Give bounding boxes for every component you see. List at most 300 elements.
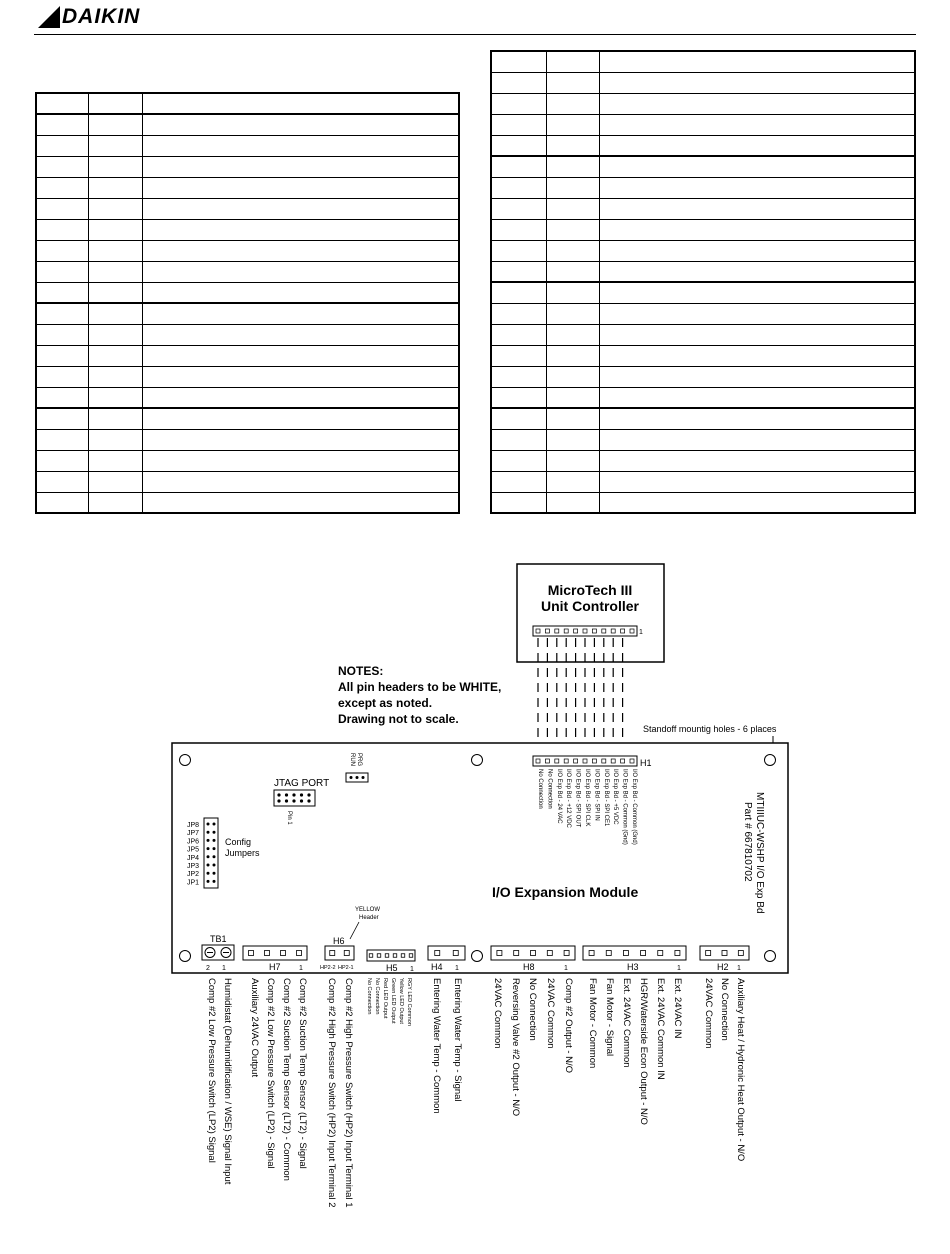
table-cell bbox=[546, 408, 599, 429]
h4-pin-label: Entering Water Temp - Common bbox=[431, 978, 442, 1114]
table-cell bbox=[599, 177, 915, 198]
table-cell bbox=[491, 177, 546, 198]
table-cell bbox=[36, 492, 88, 513]
table-cell bbox=[36, 408, 88, 429]
h1-pin-label: I/O Exp Bd - SPI CLK bbox=[584, 769, 590, 827]
table-cell bbox=[36, 177, 88, 198]
h3-pin-label: Fan Motor - Signal bbox=[604, 978, 615, 1057]
table-cell bbox=[491, 261, 546, 282]
h1-pin bbox=[611, 759, 615, 763]
table-cell bbox=[88, 345, 142, 366]
table-cell bbox=[491, 114, 546, 135]
table-cell bbox=[546, 177, 599, 198]
table-cell bbox=[36, 93, 88, 114]
table-cell bbox=[142, 429, 459, 450]
jumper-pin bbox=[213, 880, 216, 883]
h1-pin bbox=[536, 759, 540, 763]
jtag-pin bbox=[300, 793, 303, 796]
table-cell bbox=[36, 282, 88, 303]
table-cell bbox=[36, 240, 88, 261]
jumper-pin bbox=[207, 872, 210, 875]
h1-pin-label: I/O Exp Bd - +12 VDC bbox=[565, 769, 572, 828]
table-row bbox=[36, 114, 459, 135]
h7-pin bbox=[281, 951, 286, 956]
controller-title-1: MicroTech III bbox=[547, 582, 633, 598]
h3-pin bbox=[606, 951, 611, 956]
h8-pin-label: 24VAC Common bbox=[492, 978, 503, 1049]
table-cell bbox=[546, 51, 599, 72]
h3-name: H3 bbox=[627, 962, 639, 972]
h5-header bbox=[367, 950, 415, 961]
mounting-hole bbox=[765, 755, 776, 766]
table-cell bbox=[142, 261, 459, 282]
daikin-triangle-icon bbox=[34, 6, 60, 28]
h1-pin bbox=[602, 759, 606, 763]
table-cell bbox=[546, 450, 599, 471]
controller-pin bbox=[630, 629, 634, 633]
table-row bbox=[36, 366, 459, 387]
mounting-hole bbox=[472, 951, 483, 962]
table-cell bbox=[491, 303, 546, 324]
h4-pin bbox=[453, 951, 458, 956]
notes-line-3: except as noted. bbox=[338, 696, 433, 710]
wiring-diagram bbox=[0, 540, 950, 1254]
right-table-body bbox=[491, 51, 915, 513]
h7-name: H7 bbox=[269, 962, 281, 972]
jtag-pin1-label: Pin 1 bbox=[286, 811, 292, 825]
tb1-name: TB1 bbox=[210, 934, 227, 944]
table-cell bbox=[546, 261, 599, 282]
table-cell bbox=[546, 366, 599, 387]
h8-pin bbox=[564, 951, 569, 956]
table-cell bbox=[88, 93, 142, 114]
table-cell bbox=[88, 450, 142, 471]
table-cell bbox=[88, 324, 142, 345]
h3-pin bbox=[675, 951, 680, 956]
table-cell bbox=[88, 366, 142, 387]
table-cell bbox=[88, 177, 142, 198]
jtag-pin bbox=[277, 793, 280, 796]
table-cell bbox=[546, 198, 599, 219]
h5-pin-label: Yellow LED Output bbox=[398, 978, 404, 1024]
table-cell bbox=[546, 219, 599, 240]
h1-pin-label: I/O Exp Bd - SPI OUT bbox=[574, 769, 581, 828]
table-row bbox=[491, 492, 915, 513]
h5-pin-num: 1 bbox=[410, 966, 414, 973]
table-cell bbox=[599, 303, 915, 324]
table-cell bbox=[599, 261, 915, 282]
h1-pin-label: I/O Exp Bd - Common (Gnd) bbox=[631, 769, 637, 845]
table-row bbox=[36, 135, 459, 156]
h5-pin-label: Green LED Output bbox=[390, 978, 396, 1024]
jumper-label: JP7 bbox=[187, 830, 200, 838]
jtag-label: JTAG PORT bbox=[274, 778, 330, 789]
table-cell bbox=[88, 198, 142, 219]
h8-pin bbox=[547, 951, 552, 956]
table-cell bbox=[546, 471, 599, 492]
table-cell bbox=[491, 72, 546, 93]
table-cell bbox=[36, 261, 88, 282]
table-row bbox=[491, 471, 915, 492]
h7-pin-num: 1 bbox=[299, 965, 303, 972]
h6-note-2: Header bbox=[359, 915, 379, 921]
table-row bbox=[36, 492, 459, 513]
h1-pin bbox=[574, 759, 578, 763]
table-row bbox=[36, 198, 459, 219]
jtag-pin bbox=[307, 799, 310, 802]
h7-pin-label: Comp #2 Suction Temp Sensor (LT2) - Common bbox=[281, 978, 292, 1181]
table-cell bbox=[491, 219, 546, 240]
jumper-label: JP2 bbox=[187, 871, 200, 879]
jumper-pin bbox=[207, 855, 210, 858]
table-cell bbox=[599, 429, 915, 450]
table-cell bbox=[599, 387, 915, 408]
table-cell bbox=[599, 282, 915, 303]
jumper-pin bbox=[207, 831, 210, 834]
table-cell bbox=[491, 366, 546, 387]
table-cell bbox=[142, 450, 459, 471]
table-cell bbox=[599, 72, 915, 93]
table-row bbox=[491, 261, 915, 282]
table-row bbox=[36, 450, 459, 471]
table-cell bbox=[546, 282, 599, 303]
table-cell bbox=[36, 114, 88, 135]
h4-pin-label: Entering Water Temp - Signal bbox=[452, 978, 463, 1102]
h5-pin bbox=[369, 954, 373, 958]
table-row bbox=[491, 93, 915, 114]
table-cell bbox=[36, 471, 88, 492]
table-cell bbox=[546, 156, 599, 177]
tb1-pin-label: Comp #2 Low Pressure Switch (LP2) Signal bbox=[206, 978, 217, 1163]
jtag-pin bbox=[285, 793, 288, 796]
table-row bbox=[491, 156, 915, 177]
table-cell bbox=[142, 114, 459, 135]
h5-pin-label: Red LED Output bbox=[382, 978, 388, 1019]
table-row bbox=[36, 429, 459, 450]
h1-pin-label: No Connection bbox=[546, 769, 553, 809]
table-cell bbox=[599, 408, 915, 429]
h5-pin-label: No Connection bbox=[366, 978, 372, 1015]
table-cell bbox=[36, 135, 88, 156]
h3-pin bbox=[641, 951, 646, 956]
config-caption-1: Config bbox=[225, 837, 252, 847]
h6-pin-label: Comp #2 High Pressure Switch (HP2) Input Terminal 1 bbox=[343, 978, 354, 1208]
part-label-2: Part # 667810702 bbox=[742, 802, 753, 882]
table-cell bbox=[88, 492, 142, 513]
jumper-label: JP1 bbox=[187, 879, 200, 887]
h3-pin bbox=[623, 951, 628, 956]
table-cell bbox=[599, 156, 915, 177]
table-cell bbox=[142, 177, 459, 198]
h6-pin bbox=[344, 951, 349, 956]
bottom-header-labels bbox=[206, 978, 746, 1208]
h3-pin-label: Ext. 24VAC Common bbox=[621, 978, 632, 1068]
table-cell bbox=[36, 303, 88, 324]
table-row bbox=[491, 114, 915, 135]
controller-pin bbox=[564, 629, 568, 633]
h3-pin-num: 1 bbox=[677, 965, 681, 972]
table-cell bbox=[88, 387, 142, 408]
table-cell bbox=[599, 114, 915, 135]
table-cell bbox=[546, 135, 599, 156]
h5-pin-label: No Connection bbox=[374, 978, 380, 1015]
jumper-pin bbox=[207, 880, 210, 883]
table-row bbox=[491, 198, 915, 219]
table-row bbox=[36, 177, 459, 198]
table-row bbox=[36, 345, 459, 366]
table-row bbox=[491, 282, 915, 303]
h3-header bbox=[583, 946, 686, 960]
table-cell bbox=[546, 324, 599, 345]
table-cell bbox=[142, 282, 459, 303]
h6-pin-2: HP2-2 bbox=[320, 965, 336, 971]
table-cell bbox=[88, 240, 142, 261]
h8-pin bbox=[531, 951, 536, 956]
table-cell bbox=[599, 471, 915, 492]
tb1-pin-2: 2 bbox=[206, 965, 210, 972]
h5-pin bbox=[409, 954, 413, 958]
h7-pin bbox=[297, 951, 302, 956]
table-cell bbox=[142, 93, 459, 114]
h5-pin bbox=[385, 954, 389, 958]
daikin-logo bbox=[34, 5, 140, 29]
h5-pin bbox=[401, 954, 405, 958]
table-cell bbox=[599, 345, 915, 366]
table-cell bbox=[491, 471, 546, 492]
h3-pin bbox=[589, 951, 594, 956]
h1-pin-label: I/O Exp Bd - SPI CE1 bbox=[602, 769, 609, 827]
table-row bbox=[36, 93, 459, 114]
h1-pin-label: I/O Exp Bd - SPI IN bbox=[593, 769, 600, 821]
module-board bbox=[172, 743, 788, 973]
notes-line-2: All pin headers to be WHITE, bbox=[338, 680, 502, 694]
h8-pin-label: Comp #2 Output - N/O bbox=[563, 978, 574, 1074]
table-cell bbox=[142, 471, 459, 492]
h2-pin bbox=[706, 951, 711, 956]
jtag-pin bbox=[307, 793, 310, 796]
table-cell bbox=[491, 408, 546, 429]
table-cell bbox=[599, 219, 915, 240]
table-cell bbox=[142, 240, 459, 261]
table-cell bbox=[546, 93, 599, 114]
table-cell bbox=[546, 387, 599, 408]
table-cell bbox=[491, 387, 546, 408]
table-cell bbox=[88, 471, 142, 492]
jumper-label: JP4 bbox=[187, 854, 200, 862]
table-row bbox=[36, 408, 459, 429]
h2-name: H2 bbox=[717, 962, 729, 972]
table-cell bbox=[88, 282, 142, 303]
table-cell bbox=[599, 135, 915, 156]
table-row bbox=[36, 303, 459, 324]
jumper-pin bbox=[213, 839, 216, 842]
table-cell bbox=[36, 156, 88, 177]
run-label: RUN bbox=[349, 753, 355, 766]
table-cell bbox=[599, 324, 915, 345]
table-cell bbox=[88, 114, 142, 135]
table-cell bbox=[491, 492, 546, 513]
table-row bbox=[491, 51, 915, 72]
config-jumper-block bbox=[204, 818, 218, 888]
table-cell bbox=[142, 492, 459, 513]
h3-pin-label: Fan Motor - Common bbox=[587, 978, 598, 1069]
h4-pin-num: 1 bbox=[455, 965, 459, 972]
table-cell bbox=[88, 135, 142, 156]
jumper-label: JP6 bbox=[187, 838, 200, 846]
h6-name: H6 bbox=[333, 936, 345, 946]
table-cell bbox=[491, 429, 546, 450]
h8-name: H8 bbox=[523, 962, 535, 972]
controller-pin1-marker: 1 bbox=[639, 629, 643, 636]
h1-pin bbox=[592, 759, 596, 763]
h1-pin-label: I/O Exp Bd - +5 VDC bbox=[612, 769, 619, 825]
table-cell bbox=[491, 282, 546, 303]
controller-pin bbox=[536, 629, 540, 633]
table-row bbox=[491, 345, 915, 366]
h1-name: H1 bbox=[640, 758, 652, 768]
jtag-pin bbox=[300, 799, 303, 802]
table-row bbox=[36, 240, 459, 261]
h7-pin bbox=[249, 951, 254, 956]
table-row bbox=[491, 219, 915, 240]
controller-pin bbox=[545, 629, 549, 633]
h1-pin-label: No Connection bbox=[537, 769, 543, 809]
jumper-pin bbox=[207, 839, 210, 842]
jumper-label: JP3 bbox=[187, 863, 200, 870]
mounting-hole bbox=[180, 951, 191, 962]
table-cell bbox=[88, 261, 142, 282]
table-cell bbox=[546, 114, 599, 135]
table-cell bbox=[491, 135, 546, 156]
table-row bbox=[491, 387, 915, 408]
controller-pin bbox=[574, 629, 578, 633]
table-cell bbox=[491, 198, 546, 219]
table-row bbox=[36, 261, 459, 282]
h2-pin-label: 24VAC Common bbox=[703, 978, 714, 1049]
table-cell bbox=[491, 345, 546, 366]
table-cell bbox=[36, 450, 88, 471]
jumper-pin bbox=[213, 831, 216, 834]
h3-pin bbox=[658, 951, 663, 956]
table-cell bbox=[546, 345, 599, 366]
table-cell bbox=[142, 135, 459, 156]
h3-pin-label: Ext. 24VAC Common IN bbox=[655, 978, 666, 1080]
table-row bbox=[491, 135, 915, 156]
jtag-pin bbox=[277, 799, 280, 802]
h2-pin-num: 1 bbox=[737, 965, 741, 972]
h2-pin bbox=[738, 951, 743, 956]
jumper-pin bbox=[213, 864, 216, 867]
h4-header bbox=[428, 946, 465, 960]
controller-pin bbox=[621, 629, 625, 633]
controller-title-2: Unit Controller bbox=[541, 598, 639, 614]
notes-line-1: NOTES: bbox=[338, 664, 384, 678]
table-cell bbox=[599, 450, 915, 471]
h1-pin-label: I/O Exp Bd - Common (Gnd) bbox=[621, 769, 628, 845]
h7-pin-label: Comp #2 Suction Temp Sensor (LT2) - Signal bbox=[297, 978, 308, 1169]
h8-pin-label: Reversing Valve #2 Output - N/O bbox=[510, 978, 521, 1117]
h1-pin bbox=[555, 759, 559, 763]
table-cell bbox=[142, 366, 459, 387]
table-row bbox=[36, 282, 459, 303]
table-cell bbox=[142, 303, 459, 324]
h2-pin-label: No Connection bbox=[719, 978, 730, 1041]
table-cell bbox=[491, 450, 546, 471]
table-row bbox=[491, 408, 915, 429]
table-cell bbox=[36, 387, 88, 408]
table-cell bbox=[491, 156, 546, 177]
table-cell bbox=[142, 345, 459, 366]
jumper-pin bbox=[213, 823, 216, 826]
h2-pin-label: Auxiliary Heat / Hydronic Heat Output - N/O bbox=[735, 978, 746, 1162]
h1-pin bbox=[583, 759, 587, 763]
controller-pin bbox=[583, 629, 587, 633]
mounting-hole bbox=[472, 755, 483, 766]
table-row bbox=[491, 72, 915, 93]
table-cell bbox=[599, 51, 915, 72]
header-rule bbox=[34, 34, 916, 35]
h1-pin-label: I/O Exp Bd - 24 VAC bbox=[555, 769, 562, 824]
jtag-port bbox=[274, 790, 315, 806]
table-cell bbox=[599, 240, 915, 261]
table-row bbox=[491, 366, 915, 387]
table-cell bbox=[546, 429, 599, 450]
table-cell bbox=[599, 366, 915, 387]
h7-pin-label: Auxiliary 24VAC Output bbox=[249, 978, 260, 1078]
module-title: I/O Expansion Module bbox=[492, 884, 639, 900]
table-row bbox=[491, 324, 915, 345]
table-cell bbox=[36, 198, 88, 219]
table-cell bbox=[546, 492, 599, 513]
brand-name: DAIKIN bbox=[62, 5, 141, 28]
table-cell bbox=[88, 303, 142, 324]
table-cell bbox=[36, 366, 88, 387]
h4-name: H4 bbox=[431, 962, 443, 972]
table-cell bbox=[142, 198, 459, 219]
h6-pin-label: Comp #2 High Pressure Switch (HP2) Input Terminal 2 bbox=[326, 978, 337, 1208]
jtag-pin bbox=[292, 793, 295, 796]
h5-pin bbox=[377, 954, 381, 958]
table-cell bbox=[491, 93, 546, 114]
h8-pin-label: No Connection bbox=[527, 978, 538, 1041]
table-cell bbox=[36, 324, 88, 345]
table-cell bbox=[546, 303, 599, 324]
mounting-hole bbox=[180, 755, 191, 766]
table-row bbox=[36, 219, 459, 240]
table-cell bbox=[88, 156, 142, 177]
table-cell bbox=[142, 156, 459, 177]
jumper-pin bbox=[213, 847, 216, 850]
jumper-pin bbox=[207, 847, 210, 850]
left-table bbox=[35, 92, 460, 514]
controller-pin bbox=[555, 629, 559, 633]
table-cell bbox=[142, 387, 459, 408]
h1-pin bbox=[621, 759, 625, 763]
jumper-pin bbox=[207, 864, 210, 867]
table-row bbox=[491, 240, 915, 261]
h5-pin-label: RGY LED Common bbox=[406, 978, 412, 1026]
h6-pin-1: HP2-1 bbox=[338, 965, 354, 971]
controller-pin bbox=[592, 629, 596, 633]
table-cell bbox=[142, 408, 459, 429]
table-row bbox=[36, 471, 459, 492]
table-cell bbox=[36, 219, 88, 240]
h8-pin bbox=[514, 951, 519, 956]
jumper-label: JP8 bbox=[187, 822, 200, 829]
h2-pin bbox=[722, 951, 727, 956]
h4-pin bbox=[435, 951, 440, 956]
h8-pin-label: 24VAC Common bbox=[545, 978, 556, 1049]
